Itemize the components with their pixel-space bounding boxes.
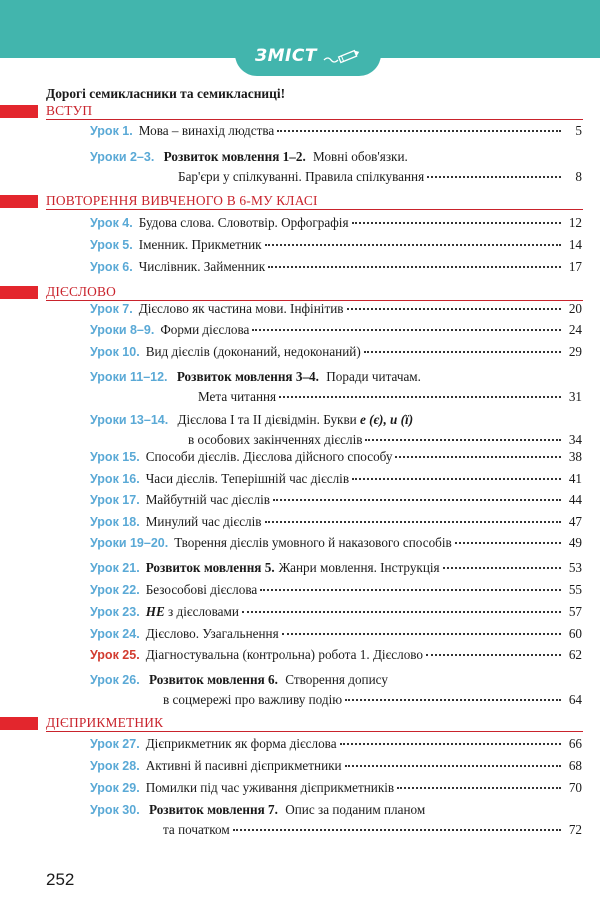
- section-divider: [46, 209, 583, 210]
- toc-entry[interactable]: [90, 449, 582, 467]
- leader-dots: [455, 542, 561, 544]
- lesson-title: Дієслово. Узагальнення: [145, 626, 279, 641]
- leader-dots: [352, 222, 561, 224]
- contents-title-tab: [235, 36, 381, 76]
- lesson-title: Мовні обов'язки.: [313, 149, 408, 164]
- section-review: [0, 194, 600, 210]
- lesson-label: Уроки 2–3.: [90, 150, 155, 164]
- page-ref: 12: [568, 215, 582, 230]
- lesson-title: Дієприкметник як форма дієслова: [145, 736, 337, 751]
- lesson-label: Урок 28.: [90, 759, 140, 773]
- page-ref: 55: [568, 582, 582, 597]
- lesson-title-cont: Бар'єри у спілкуванні. Правила спілкування: [178, 169, 425, 184]
- toc-entry[interactable]: [90, 322, 582, 340]
- toc-entry[interactable]: [90, 780, 582, 798]
- lesson-label: Уроки 19–20.: [90, 536, 169, 550]
- section-title[interactable]: ДІЄПРИКМЕТНИК: [46, 715, 164, 730]
- lesson-title: Помилки під час уживання дієприкметників: [145, 780, 395, 795]
- section-title[interactable]: ВСТУП: [46, 103, 93, 118]
- section-marker: [0, 105, 38, 118]
- page-ref: 5: [575, 123, 582, 138]
- lesson-title: Безособові дієслова: [145, 582, 258, 597]
- toc-entry[interactable]: [90, 259, 582, 277]
- leader-dots: [345, 765, 561, 767]
- leader-dots: [345, 699, 561, 701]
- page-ref: 60: [568, 626, 582, 641]
- speech-dev-label: Розвиток мовлення 3–4.: [176, 369, 319, 384]
- section-title[interactable]: ДІЄСЛОВО: [46, 284, 116, 299]
- leader-dots: [273, 499, 561, 501]
- toc-entry[interactable]: [90, 344, 582, 362]
- lesson-title: Числівник. Займенник: [138, 259, 266, 274]
- toc-entry[interactable]: [90, 471, 582, 489]
- toc-entry[interactable]: [90, 237, 582, 255]
- lesson-title: Минулий час дієслів: [145, 514, 262, 529]
- lesson-title: Іменник. Прикметник: [138, 237, 262, 252]
- section-marker: [0, 717, 38, 730]
- lesson-title: Форми дієслова: [160, 322, 250, 337]
- lesson-label: Урок 26.: [90, 673, 140, 687]
- toc-entry[interactable]: [90, 149, 582, 189]
- page-ref: 49: [568, 535, 582, 550]
- lesson-label: Урок 25.: [90, 648, 140, 662]
- lesson-title: Часи дієслів. Теперішній час дієслів: [145, 471, 350, 486]
- lesson-label: Урок 17.: [90, 493, 140, 507]
- toc-entry[interactable]: [90, 582, 582, 600]
- page-ref: 44: [568, 492, 582, 507]
- leader-dots: [352, 478, 561, 480]
- letters-emphasis: е (є), и (ї): [360, 412, 414, 427]
- toc-entry[interactable]: [90, 514, 582, 532]
- page-ref: 53: [568, 560, 582, 575]
- section-participle: [0, 716, 600, 732]
- lesson-title: Способи дієслів. Дієслова дійсного способу: [145, 449, 393, 464]
- leader-dots: [395, 456, 561, 458]
- toc-entry[interactable]: [90, 560, 582, 578]
- leader-dots: [260, 589, 561, 591]
- page-ref: 57: [568, 604, 582, 619]
- lesson-title: Опис за поданим планом: [285, 802, 426, 817]
- leader-dots: [279, 396, 561, 398]
- lesson-label: Урок 4.: [90, 216, 133, 230]
- leader-dots: [427, 176, 561, 178]
- section-divider: [46, 119, 583, 120]
- page-ref: 29: [568, 344, 582, 359]
- page-ref: 68: [568, 758, 582, 773]
- leader-dots: [268, 266, 561, 268]
- lesson-title: Поради читачам.: [326, 369, 421, 384]
- section-marker: [0, 195, 38, 208]
- speech-dev-label: Розвиток мовлення 7.: [148, 802, 278, 817]
- toc-entry[interactable]: [90, 802, 582, 842]
- page-number: 252: [46, 870, 75, 889]
- lesson-label: Урок 18.: [90, 515, 140, 529]
- toc-entry[interactable]: [90, 123, 582, 141]
- lesson-title-cont: в соцмережі про важливу подію: [163, 692, 343, 707]
- lesson-label: Урок 16.: [90, 472, 140, 486]
- speech-dev-label: Розвиток мовлення 1–2.: [163, 149, 306, 164]
- leader-dots: [443, 567, 561, 569]
- page-ref: 31: [568, 389, 582, 404]
- toc-entry[interactable]: [90, 492, 582, 510]
- leader-dots: [365, 439, 561, 441]
- lesson-title: Діагностувальна (контрольна) робота 1. Дієслово: [145, 647, 424, 662]
- speech-dev-label: Розвиток мовлення 5.: [145, 560, 275, 575]
- lesson-label: Урок 30.: [90, 803, 140, 817]
- leader-dots: [277, 130, 561, 132]
- page-ref: 62: [568, 647, 582, 662]
- page-ref: 20: [568, 301, 582, 316]
- lesson-title: Майбутній час дієслів: [145, 492, 270, 507]
- lesson-label: Урок 21.: [90, 561, 140, 575]
- page-ref: 24: [568, 322, 582, 337]
- page-ref: 47: [568, 514, 582, 529]
- leader-dots: [347, 308, 562, 310]
- speech-dev-label: Розвиток мовлення 6.: [148, 672, 278, 687]
- toc-entry[interactable]: [90, 647, 582, 665]
- lesson-label: Урок 23.: [90, 605, 140, 619]
- lesson-title: Жанри мовлення. Інструкція: [278, 560, 440, 575]
- toc-entry[interactable]: [90, 736, 582, 754]
- section-intro: [0, 104, 600, 120]
- lesson-title: Створення допису: [285, 672, 388, 687]
- leader-dots: [265, 244, 561, 246]
- page-ref: 8: [575, 169, 582, 184]
- toc-entry[interactable]: [90, 604, 582, 622]
- section-verb: [0, 285, 600, 301]
- toc-entry[interactable]: [90, 758, 582, 776]
- lesson-label: Урок 5.: [90, 238, 133, 252]
- lesson-label: Урок 27.: [90, 737, 140, 751]
- lesson-label: Урок 15.: [90, 450, 140, 464]
- lesson-title: Дієслова І та ІІ дієвідмін. Букви: [177, 412, 357, 427]
- page-ref: 41: [568, 471, 582, 486]
- leader-dots: [242, 611, 561, 613]
- lesson-label: Урок 22.: [90, 583, 140, 597]
- intro-greeting: Дорогі семикласники та семикласниці!: [46, 86, 286, 101]
- lesson-title-cont: та початком: [163, 822, 230, 837]
- lesson-title: Мова – винахід людства: [138, 123, 275, 138]
- lesson-label: Уроки 11–12.: [90, 370, 168, 384]
- leader-dots: [252, 329, 561, 331]
- lesson-label: Урок 1.: [90, 124, 133, 138]
- lesson-label: Урок 10.: [90, 345, 140, 359]
- contents-title: ЗМІСТ: [255, 46, 317, 66]
- section-divider: [46, 731, 583, 732]
- page-ref: 34: [568, 432, 582, 447]
- leader-dots: [426, 654, 561, 656]
- page-ref: 17: [568, 259, 582, 274]
- lesson-title: Будова слова. Словотвір. Орфографія: [138, 215, 349, 230]
- toc-entry[interactable]: [90, 301, 582, 319]
- lesson-label: Урок 29.: [90, 781, 140, 795]
- toc-entry[interactable]: [90, 412, 582, 452]
- lesson-title: Вид дієслів (доконаний, недоконаний): [145, 344, 361, 359]
- lesson-title: Дієслово як частина мови. Інфінітив: [138, 301, 344, 316]
- toc-entry[interactable]: [90, 626, 582, 644]
- page-ref: 72: [568, 822, 582, 837]
- lesson-title: Активні й пасивні дієприкметники: [145, 758, 342, 773]
- leader-dots: [282, 633, 561, 635]
- page-ref: 70: [568, 780, 582, 795]
- lesson-title-cont: в особових закінченнях дієслів: [188, 432, 363, 447]
- lesson-label: Урок 24.: [90, 627, 140, 641]
- toc-entry[interactable]: [90, 672, 582, 712]
- lesson-label: Урок 6.: [90, 260, 133, 274]
- lesson-label: Уроки 8–9.: [90, 323, 155, 337]
- section-title[interactable]: ПОВТОРЕННЯ ВИВЧЕНОГО В 6-МУ КЛАСІ: [46, 193, 318, 208]
- pencil-icon: [323, 48, 361, 64]
- page-ref: 64: [568, 692, 582, 707]
- leader-dots: [340, 743, 561, 745]
- leader-dots: [397, 787, 561, 789]
- page-ref: 38: [568, 449, 582, 464]
- toc-entry[interactable]: [90, 535, 582, 553]
- leader-dots: [364, 351, 561, 353]
- lesson-title: з дієсловами: [168, 604, 239, 619]
- lesson-title-cont: Мета читання: [198, 389, 277, 404]
- lesson-title: Творення дієслів умовного й наказового способів: [174, 535, 452, 550]
- leader-dots: [265, 521, 561, 523]
- ne-emphasis: НЕ: [145, 604, 165, 619]
- leader-dots: [233, 829, 561, 831]
- lesson-label: Уроки 13–14.: [90, 413, 169, 427]
- lesson-label: Урок 7.: [90, 302, 133, 316]
- section-marker: [0, 286, 38, 299]
- toc-entry[interactable]: [90, 369, 582, 409]
- page-ref: 14: [568, 237, 582, 252]
- toc-entry[interactable]: [90, 215, 582, 233]
- page-ref: 66: [568, 736, 582, 751]
